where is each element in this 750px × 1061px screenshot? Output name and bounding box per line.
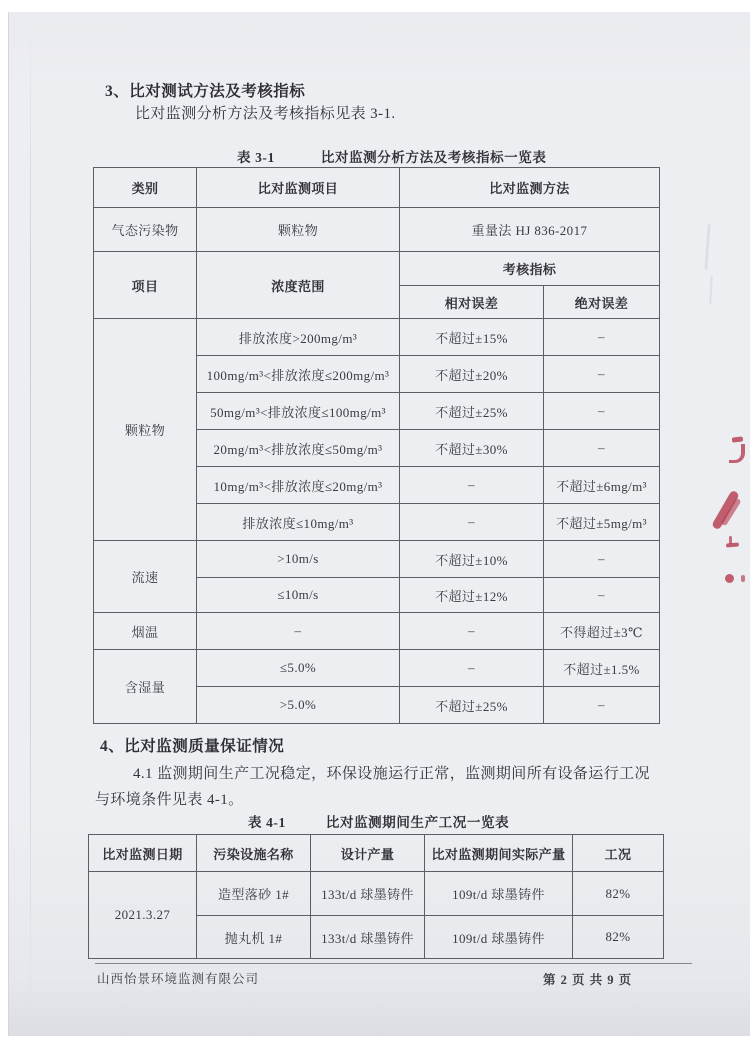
table-cell: – xyxy=(544,319,660,356)
table-4-1-caption-number: 表 4-1 xyxy=(248,815,286,830)
footer-company-name: 山西怡景环境监测有限公司 xyxy=(97,972,260,986)
table-cell: – xyxy=(400,504,544,541)
table-cell: 抛丸机 1# xyxy=(197,916,311,959)
table-cell: 不超过±20% xyxy=(400,356,544,393)
table-cell: 造型落砂 1# xyxy=(197,872,311,916)
table-4-1 xyxy=(88,834,664,959)
table-cell: 相对误差 xyxy=(400,286,544,319)
table-row xyxy=(94,541,660,578)
table-cell: ≤10m/s xyxy=(197,578,400,613)
section-3-intro: 比对监测分析方法及考核指标见表 3-1. xyxy=(135,106,396,122)
section-4-heading: 4、比对监测质量保证情况 xyxy=(100,738,285,755)
table-cell: 工况 xyxy=(573,835,664,872)
table-cell: 绝对误差 xyxy=(544,286,660,319)
section-4-paragraph-line-1: 4.1 监测期间生产工况稳定，环保设施运行正常，监测期间所有设备运行工况 xyxy=(133,766,650,782)
table-cell: 比对监测方法 xyxy=(400,168,660,208)
table-3-1 xyxy=(93,167,660,724)
table-3-1-caption xyxy=(237,146,546,166)
table-cell: 排放浓度≤10mg/m³ xyxy=(197,504,400,541)
table-cell: 109t/d 球墨铸件 xyxy=(425,916,573,959)
table-cell: 不超过±6mg/m³ xyxy=(544,467,660,504)
stamp-mark-icon xyxy=(732,436,743,442)
table-cell: 不超过±12% xyxy=(400,578,544,613)
table-row xyxy=(89,872,664,916)
table-cell: 82% xyxy=(573,872,664,916)
table-cell: 133t/d 球墨铸件 xyxy=(311,916,425,959)
table-cell: 流速 xyxy=(94,541,197,613)
table-cell: – xyxy=(400,613,544,650)
table-cell: 不超过±15% xyxy=(400,319,544,356)
section-3-heading: 3、比对测试方法及考核指标 xyxy=(105,83,306,100)
table-cell: 考核指标 xyxy=(400,252,660,286)
table-cell: 不超过±5mg/m³ xyxy=(544,504,660,541)
table-cell: – xyxy=(400,650,544,687)
table-cell: 20mg/m³<排放浓度≤50mg/m³ xyxy=(197,430,400,467)
table-cell: 烟温 xyxy=(94,613,197,650)
table-cell: 不超过±25% xyxy=(400,393,544,430)
table-4-1-caption-title: 比对监测期间生产工况一览表 xyxy=(325,815,510,830)
table-cell: 类别 xyxy=(94,168,197,208)
table-3-1-caption-title: 比对监测分析方法及考核指标一览表 xyxy=(320,150,547,165)
table-cell: 浓度范围 xyxy=(197,252,400,319)
table-cell: 含湿量 xyxy=(94,650,197,724)
table-cell: – xyxy=(400,467,544,504)
table-cell: 不得超过±3℃ xyxy=(544,613,660,650)
stamp-mark-icon xyxy=(741,575,745,582)
table-row xyxy=(94,252,660,286)
table-cell: 排放浓度>200mg/m³ xyxy=(197,319,400,356)
table-cell: – xyxy=(544,393,660,430)
table-row xyxy=(94,168,660,208)
scan-smudge xyxy=(704,224,710,270)
table-cell: – xyxy=(197,613,400,650)
table-cell: 82% xyxy=(573,916,664,959)
table-cell: 颗粒物 xyxy=(94,319,197,541)
table-cell: – xyxy=(544,687,660,724)
stamp-mark-icon xyxy=(725,574,734,583)
table-cell: 项目 xyxy=(94,252,197,319)
table-cell: – xyxy=(544,541,660,578)
scan-smudge xyxy=(709,276,712,304)
table-cell: – xyxy=(544,430,660,467)
table-cell: 污染设施名称 xyxy=(197,835,311,872)
section-4-paragraph-line-2: 与环境条件见表 4-1。 xyxy=(95,792,244,808)
table-cell: 不超过±10% xyxy=(400,541,544,578)
table-cell: 133t/d 球墨铸件 xyxy=(311,872,425,916)
table-cell: 比对监测日期 xyxy=(89,835,197,872)
table-cell: 109t/d 球墨铸件 xyxy=(425,872,573,916)
table-cell: 50mg/m³<排放浓度≤100mg/m³ xyxy=(197,393,400,430)
footer-rule xyxy=(95,963,692,964)
table-4-1-caption xyxy=(248,811,509,831)
table-cell: – xyxy=(544,578,660,613)
table-row xyxy=(94,319,660,356)
table-row xyxy=(94,208,660,252)
table-cell: >5.0% xyxy=(197,687,400,724)
footer-page-number: 第 2 页 共 9 页 xyxy=(543,973,633,987)
table-cell: 比对监测项目 xyxy=(197,168,400,208)
table-cell: 设计产量 xyxy=(311,835,425,872)
table-cell: 重量法 HJ 836-2017 xyxy=(400,208,660,252)
table-cell: 100mg/m³<排放浓度≤200mg/m³ xyxy=(197,356,400,393)
table-cell: >10m/s xyxy=(197,541,400,578)
table-cell: 气态污染物 xyxy=(94,208,197,252)
table-cell: 不超过±1.5% xyxy=(544,650,660,687)
table-3-1-caption-number: 表 3-1 xyxy=(237,150,275,165)
table-cell: 不超过±30% xyxy=(400,430,544,467)
stamp-mark-icon xyxy=(729,444,745,463)
table-row xyxy=(94,650,660,687)
table-cell: 比对监测期间实际产量 xyxy=(425,835,573,872)
table-cell: 10mg/m³<排放浓度≤20mg/m³ xyxy=(197,467,400,504)
table-cell: 颗粒物 xyxy=(197,208,400,252)
table-row xyxy=(94,613,660,650)
table-row xyxy=(89,835,664,872)
table-cell: 不超过±25% xyxy=(400,687,544,724)
table-cell: – xyxy=(544,356,660,393)
table-cell: 2021.3.27 xyxy=(89,872,197,959)
stamp-mark-icon xyxy=(726,542,739,547)
table-cell: ≤5.0% xyxy=(197,650,400,687)
